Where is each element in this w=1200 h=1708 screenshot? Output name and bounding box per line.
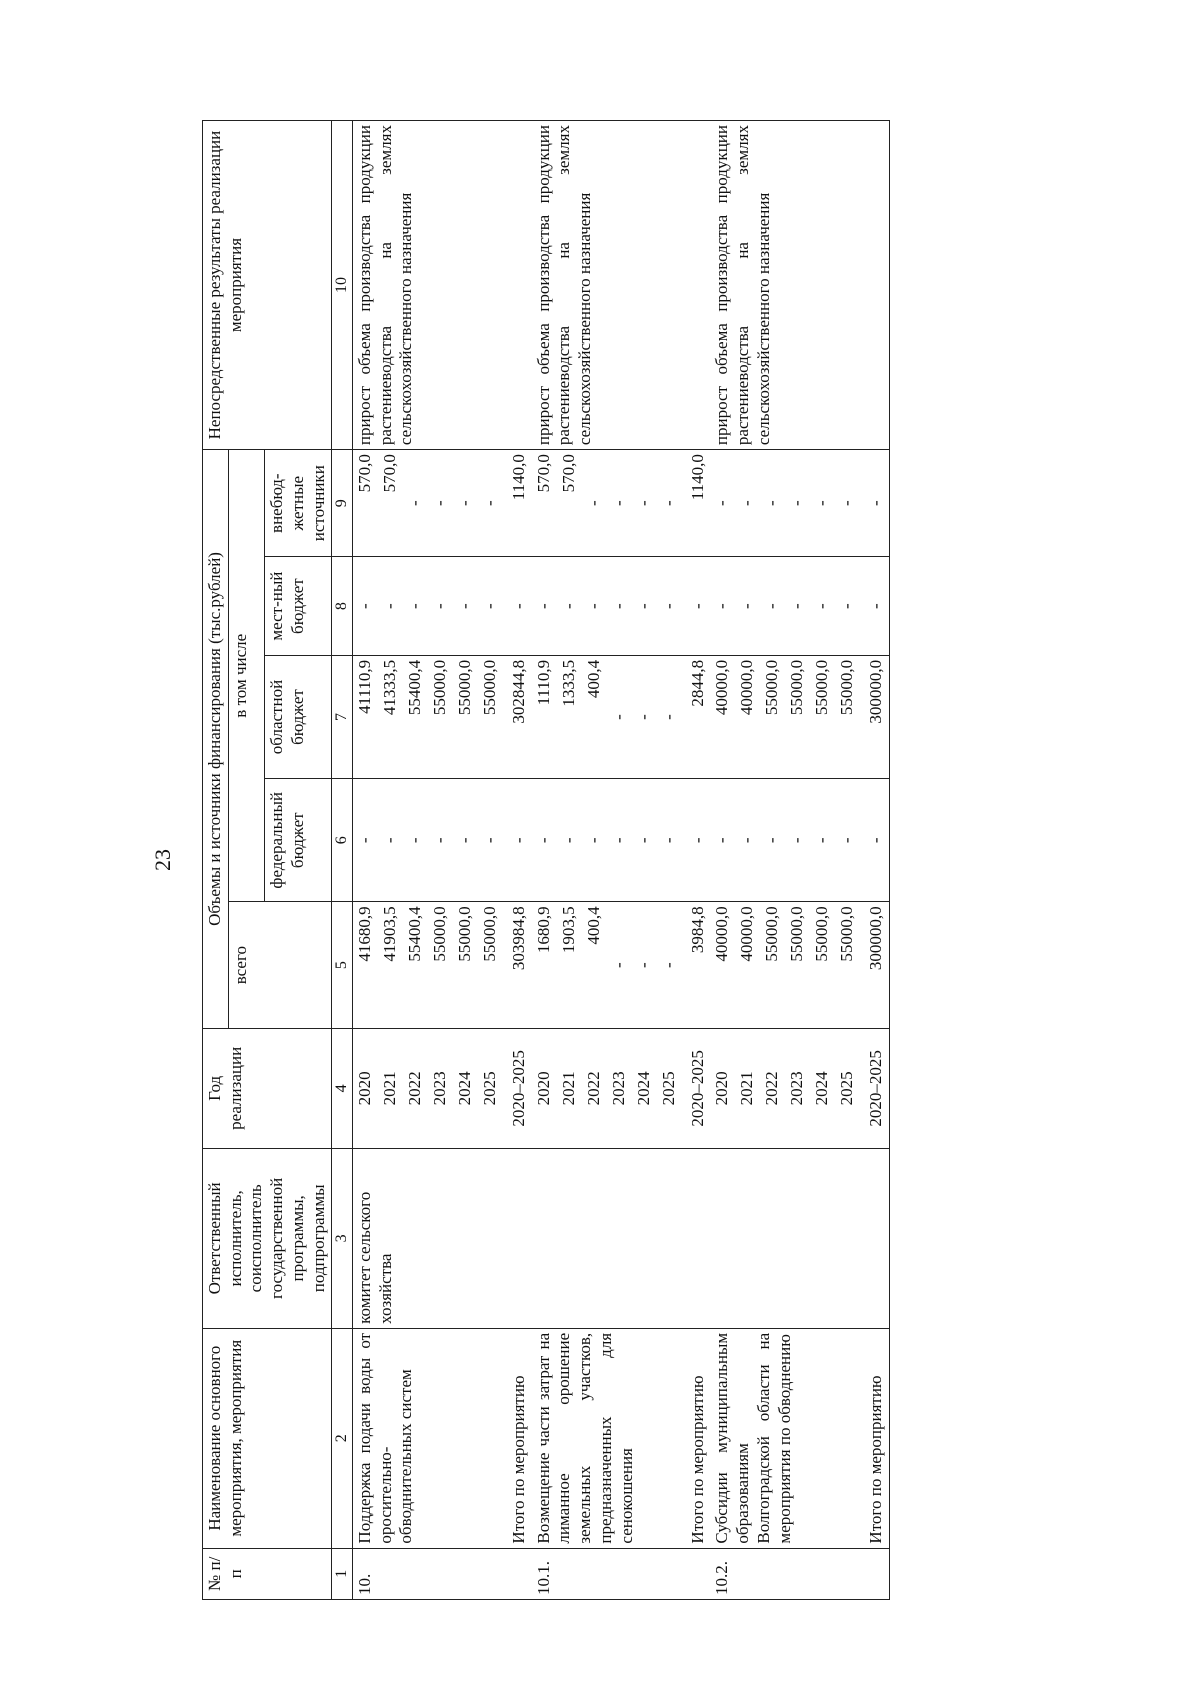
item-executor [710, 1148, 864, 1328]
federal-cell: - [633, 837, 653, 844]
regional-cell: 1333,5 [558, 659, 578, 707]
regional-cell: 41333,5 [379, 659, 399, 716]
empty-cell [686, 1148, 711, 1328]
federal-cell: - [479, 837, 499, 844]
item-number: 10. [352, 1548, 507, 1599]
regional-cell: 55000,0 [479, 659, 499, 716]
total-cell: 55000,0 [429, 906, 449, 962]
year-cell: 2024 [633, 1071, 653, 1106]
summary-local-cell: - [686, 557, 711, 656]
summary-local-cell: - [507, 557, 532, 656]
rotated-page [142, 100, 1182, 1620]
year-cell: 2024 [454, 1071, 474, 1106]
offbudget-cell: - [429, 500, 449, 507]
federal-cell: - [762, 837, 782, 844]
summary-year-cell: 2020–2025 [864, 1028, 889, 1148]
offbudget-cell: - [787, 500, 807, 507]
empty-cell [864, 1548, 889, 1599]
page-number: 23 [150, 849, 175, 871]
summary-federal-cell: - [507, 779, 532, 902]
offbudget-cell: 570,0 [379, 454, 399, 493]
regional-cell: 55000,0 [787, 659, 807, 716]
summary-row [686, 121, 711, 1600]
regional-cell: - [633, 714, 653, 720]
item-executor [532, 1148, 686, 1328]
federal-cell: - [454, 837, 474, 844]
total-cell: 55400,4 [404, 906, 424, 962]
local-cell: - [533, 603, 553, 609]
offbudget-cell: - [608, 500, 628, 507]
item-name: Субсидии муниципальным образованиям Волгоградской области на мероприятия по обводнению [710, 1328, 864, 1548]
federal-cell: - [787, 837, 807, 844]
regional-cell: 55000,0 [837, 659, 857, 716]
header-offbudget: внебюд-жетные источники [265, 450, 332, 557]
year-cell-group [532, 1028, 686, 1148]
year-cell-group [352, 1028, 507, 1148]
summary-regional-cell: 2844,8 [686, 655, 711, 778]
empty-cell [864, 1148, 889, 1328]
regional-cell: 1110,9 [533, 659, 553, 706]
year-cell-group [710, 1028, 864, 1148]
year-cell: 2025 [837, 1071, 857, 1106]
local-cell: - [837, 603, 857, 609]
summary-offbudget-cell: 1140,0 [686, 450, 711, 557]
local-cell-group [532, 557, 686, 656]
regional-cell-group [352, 655, 507, 778]
header-funding-group: Объемы и источники финансирования (тыс.рублей) [203, 450, 229, 1029]
federal-cell-group [532, 779, 686, 902]
item-result: прирост объема производства продукции растениеводства на землях сельскохозяйственного назначения [352, 121, 507, 450]
federal-cell: - [583, 837, 603, 844]
year-cell: 2023 [787, 1071, 807, 1106]
local-cell: - [429, 603, 449, 609]
empty-cell [507, 121, 532, 450]
local-cell: - [812, 603, 832, 609]
year-cell: 2020 [354, 1071, 374, 1106]
col-number: 4 [332, 1028, 353, 1148]
summary-offbudget-cell: - [864, 450, 889, 557]
federal-cell: - [404, 837, 424, 844]
summary-year-cell: 2020–2025 [686, 1028, 711, 1148]
local-cell: - [762, 603, 782, 609]
total-cell: 1680,9 [533, 906, 553, 954]
empty-cell [864, 121, 889, 450]
col-number: 3 [332, 1148, 353, 1328]
total-cell-group [352, 902, 507, 1028]
header-regional: областной бюджет [265, 655, 332, 778]
federal-cell: - [712, 837, 732, 844]
local-cell: - [633, 603, 653, 609]
empty-cell [507, 1148, 532, 1328]
item-name: Поддержка подачи воды от оросительно-обводнительных систем [352, 1328, 507, 1548]
column-number-row [332, 121, 353, 1600]
federal-cell-group [710, 779, 864, 902]
regional-cell-group [532, 655, 686, 778]
offbudget-cell: - [737, 500, 757, 507]
offbudget-cell: - [583, 500, 603, 507]
federal-cell: - [737, 837, 757, 844]
total-cell: 1903,5 [558, 906, 578, 954]
col-number: 2 [332, 1328, 353, 1548]
offbudget-cell-group [532, 450, 686, 557]
col-number: 9 [332, 450, 353, 557]
year-cell: 2024 [812, 1071, 832, 1106]
federal-cell: - [533, 837, 553, 844]
summary-year-cell: 2020–2025 [507, 1028, 532, 1148]
item-result: прирост объема производства продукции растениеводства на землях сельскохозяйственного назначения [532, 121, 686, 450]
header-local: мест-ный бюджет [265, 557, 332, 656]
local-cell: - [712, 603, 732, 609]
header-results: Непосредственные результаты реализации мероприятия [203, 121, 332, 450]
regional-cell: 40000,0 [712, 659, 732, 716]
item-number: 10.2. [710, 1548, 864, 1599]
item-result: прирост объема производства продукции растениеводства на землях сельскохозяйственного назначения [710, 121, 864, 450]
offbudget-cell: - [812, 500, 832, 507]
header-total: всего [228, 902, 332, 1028]
total-cell: - [608, 962, 628, 968]
summary-total-cell: 300000,0 [864, 902, 889, 1028]
offbudget-cell: - [762, 500, 782, 507]
summary-offbudget-cell: 1140,0 [507, 450, 532, 557]
regional-cell: 41110,9 [354, 659, 374, 714]
empty-cell [507, 1548, 532, 1599]
total-cell: 55000,0 [837, 906, 857, 962]
year-cell: 2021 [737, 1071, 757, 1106]
offbudget-cell: - [712, 500, 732, 507]
year-cell: 2021 [558, 1071, 578, 1106]
local-cell-group [710, 557, 864, 656]
table-row [352, 121, 507, 1600]
local-cell: - [608, 603, 628, 609]
total-cell: 400,4 [583, 906, 603, 945]
header-federal: федеральный бюджет [265, 779, 332, 902]
local-cell: - [737, 603, 757, 609]
local-cell: - [354, 603, 374, 609]
total-cell-group [710, 902, 864, 1028]
offbudget-cell: - [658, 500, 678, 507]
col-number: 10 [332, 121, 353, 450]
federal-cell: - [812, 837, 832, 844]
offbudget-cell: - [633, 500, 653, 507]
summary-total-cell: 303984,8 [507, 902, 532, 1028]
year-cell: 2020 [712, 1071, 732, 1106]
federal-cell: - [608, 837, 628, 844]
header-name: Наименование основного мероприятия, мероприятия [203, 1328, 332, 1548]
total-cell: - [633, 962, 653, 968]
regional-cell-group [710, 655, 864, 778]
regional-cell: 400,4 [583, 659, 603, 699]
table-row [710, 121, 864, 1600]
financing-table [202, 120, 890, 1600]
total-cell: 55000,0 [479, 906, 499, 962]
offbudget-cell: 570,0 [533, 454, 553, 493]
summary-row [864, 121, 889, 1600]
total-cell-group [532, 902, 686, 1028]
col-number: 1 [332, 1548, 353, 1599]
local-cell: - [583, 603, 603, 609]
year-cell: 2022 [404, 1071, 424, 1106]
offbudget-cell: - [404, 500, 424, 507]
total-cell: 55000,0 [454, 906, 474, 962]
local-cell: - [379, 603, 399, 609]
offbudget-cell: 570,0 [558, 454, 578, 493]
total-cell: 41680,9 [354, 906, 374, 962]
empty-cell [686, 1548, 711, 1599]
offbudget-cell-group [352, 450, 507, 557]
regional-cell: 55000,0 [429, 659, 449, 716]
summary-label: Итого по мероприятию [686, 1328, 711, 1548]
total-cell: - [658, 962, 678, 968]
summary-label: Итого по мероприятию [864, 1328, 889, 1548]
total-cell: 40000,0 [712, 906, 732, 962]
local-cell: - [479, 603, 499, 609]
total-cell: 55000,0 [787, 906, 807, 962]
federal-cell: - [837, 837, 857, 844]
header-year: Год реализации [203, 1028, 332, 1148]
offbudget-cell: - [479, 500, 499, 507]
offbudget-cell: - [454, 500, 474, 507]
local-cell: - [454, 603, 474, 609]
year-cell: 2023 [429, 1071, 449, 1106]
federal-cell-group [352, 779, 507, 902]
summary-row [507, 121, 532, 1600]
col-number: 8 [332, 557, 353, 656]
regional-cell: 55400,4 [404, 659, 424, 716]
total-cell: 55000,0 [812, 906, 832, 962]
item-name: Возмещение части затрат на лиманное орошение земельных участков, предназначенных для сенокошения [532, 1328, 686, 1548]
local-cell: - [658, 603, 678, 609]
summary-label: Итого по мероприятию [507, 1328, 532, 1548]
local-cell: - [787, 603, 807, 609]
year-cell: 2023 [608, 1071, 628, 1106]
summary-federal-cell: - [686, 779, 711, 902]
total-cell: 41903,5 [379, 906, 399, 962]
col-number: 5 [332, 902, 353, 1028]
summary-regional-cell: 300000,0 [864, 655, 889, 778]
year-cell: 2025 [479, 1071, 499, 1106]
total-cell: 55000,0 [762, 906, 782, 962]
summary-total-cell: 3984,8 [686, 902, 711, 1028]
federal-cell: - [558, 837, 578, 844]
offbudget-cell: - [837, 500, 857, 507]
header-executor: Ответственный исполнитель, соисполнитель государственной программы, подпрограммы [203, 1148, 332, 1328]
item-number: 10.1. [532, 1548, 686, 1599]
regional-cell: 55000,0 [812, 659, 832, 716]
local-cell: - [404, 603, 424, 609]
summary-regional-cell: 302844,8 [507, 655, 532, 778]
summary-federal-cell: - [864, 779, 889, 902]
header-including: в том числе [228, 450, 264, 902]
offbudget-cell-group [710, 450, 864, 557]
year-cell: 2020 [533, 1071, 553, 1106]
regional-cell: 40000,0 [737, 659, 757, 716]
header-num: № п/п [203, 1548, 332, 1599]
total-cell: 40000,0 [737, 906, 757, 962]
year-cell: 2025 [658, 1071, 678, 1106]
federal-cell: - [658, 837, 678, 844]
federal-cell: - [354, 837, 374, 844]
year-cell: 2022 [762, 1071, 782, 1106]
regional-cell: - [658, 714, 678, 720]
federal-cell: - [429, 837, 449, 844]
local-cell: - [558, 603, 578, 609]
regional-cell: 55000,0 [454, 659, 474, 716]
table-row [532, 121, 686, 1600]
offbudget-cell: 570,0 [354, 454, 374, 493]
col-number: 6 [332, 779, 353, 902]
col-number: 7 [332, 655, 353, 778]
federal-cell: - [379, 837, 399, 844]
year-cell: 2022 [583, 1071, 603, 1106]
regional-cell: 55000,0 [762, 659, 782, 716]
summary-local-cell: - [864, 557, 889, 656]
item-executor: комитет сельского хозяйства [352, 1148, 507, 1328]
local-cell-group [352, 557, 507, 656]
year-cell: 2021 [379, 1071, 399, 1106]
empty-cell [686, 121, 711, 450]
regional-cell: - [608, 714, 628, 720]
